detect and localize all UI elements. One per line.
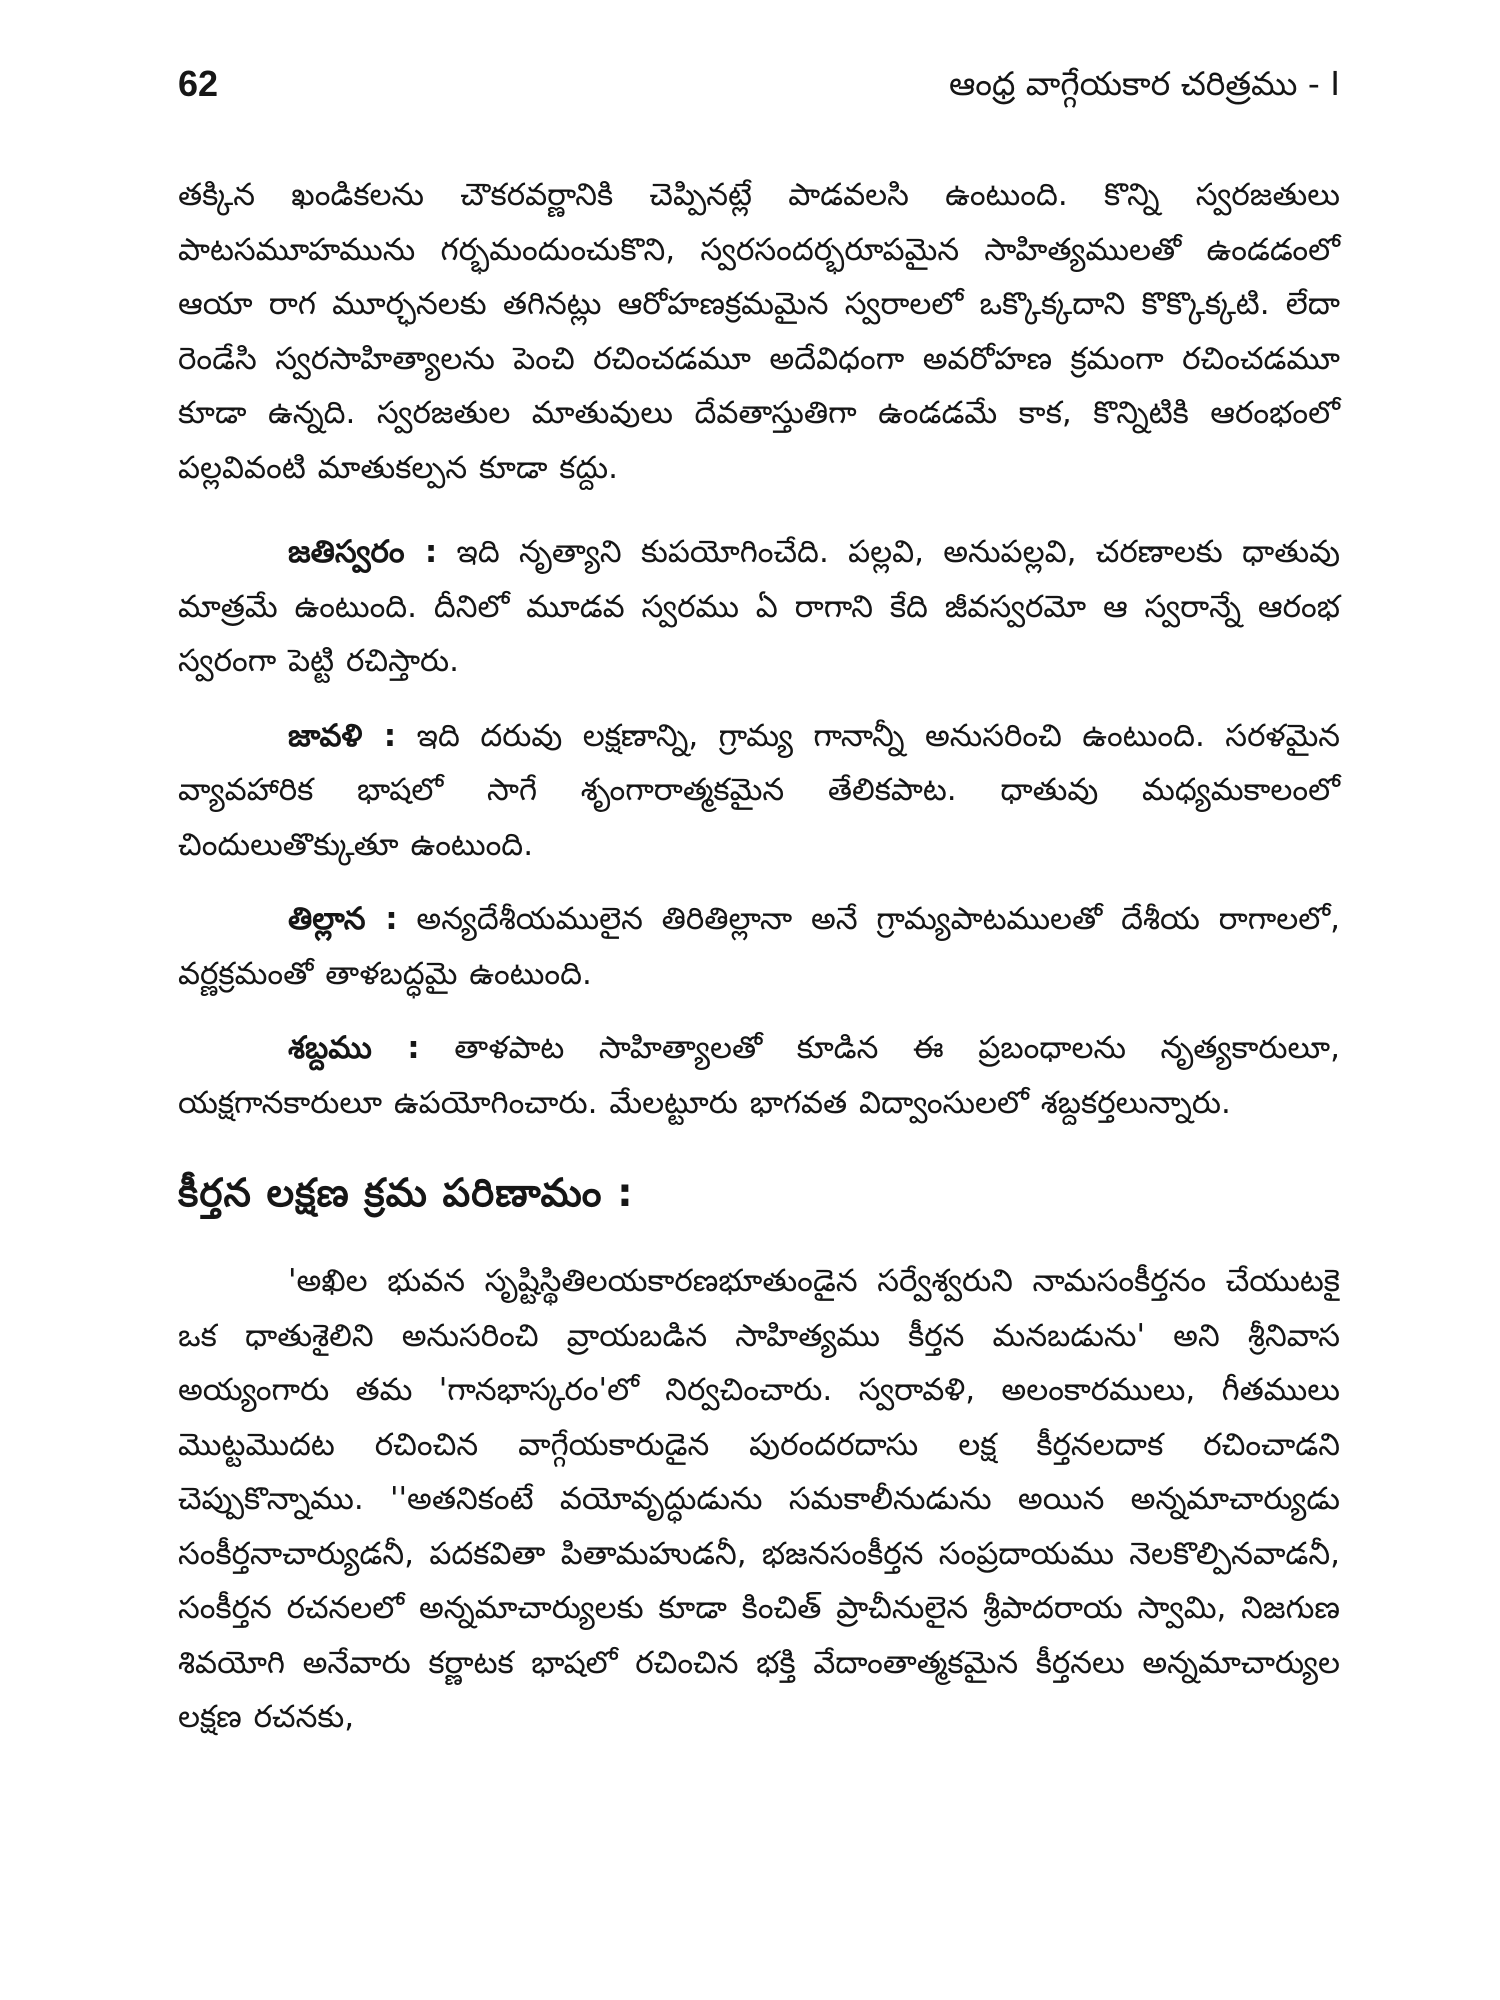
section-heading: కీర్తన లక్షణ క్రమ పరిణామం : (178, 1171, 634, 1216)
term-javali: జావళి : (288, 717, 397, 754)
paragraph-text: అన్యదేశీయములైన తిరితిల్లానా అనే గ్రామ్యపాటములతో దేశీయ రాగాలలో, వర్ణక్రమంతో తాళబద్ధమై ఉంటుంది. (178, 901, 1340, 992)
paragraph-svarajati-continuation (178, 168, 1340, 495)
running-head: ఆంధ్ర వాగ్గేయకార చరిత్రము - I (948, 64, 1340, 103)
paragraph-javali (178, 709, 1340, 873)
paragraph-text: ఇది నృత్యాని కుపయోగించేది. పల్లవి, అనుపల్లవి, చరణాలకు ధాతువు మాత్రమే ఉంటుంది. దీనిలో మూడవ స్వరము ఏ రాగాని కేది జీవస్వరమో ఆ స్వరాన్నే ఆరంభ స్వరంగా పెట్టి రచిస్తారు. (178, 534, 1341, 679)
paragraph-text: తాళపాట సాహిత్యాలతో కూడిన ఈ ప్రబంధాలను నృత్యకారులూ, యక్షగానకారులూ ఉపయోగించారు. మేలట్టూరు భాగవత విద్వాంసులలో శబ్దకర్తలున్నారు. (178, 1030, 1340, 1121)
term-shabdam: శబ్దము : (288, 1030, 420, 1066)
paragraph-text: 'అఖిల భువన సృష్టిస్థితిలయకారణభూతుండైన సర్వేశ్వరుని నామసంకీర్తనం చేయుటకై ఒక ధాతుశైలిని అనుసరించి వ్రాయబడిన సాహిత్యము కీర్తన మనబడును' అని శ్రీనివాస అయ్యంగారు తమ 'గానభాస్కరం'లో నిర్వచించారు. స్వరావళి, అలంకారములు, గీతములు మొట్టమొదట రచించిన వాగ్గేయకారుడైన పురందరదాసు లక్ష కీర్తనలదాక రచించాడని చెప్పుకొన్నాము. ''అతనికంటే వయోవృద్ధుడును సమకాలీనుడును అయిన అన్నమాచార్యుడు సంకీర్తనాచార్యుడనీ, పదకవితా పితామహుడనీ, భజనసంకీర్తన సంప్రదాయము నెలకొల్పినవాడనీ, సంకీర్తన రచనలలో అన్నమాచార్యులకు కూడా కించిత్ ప్రాచీనులైన శ్రీపాదరాయ స్వామి, నిజగుణ శివయోగి అనేవారు కర్ణాటక భాషలో రచించిన భక్తి వేదాంతాత్మకమైన కీర్తనలు అన్నమాచార్యుల లక్షణ రచనకు, (178, 1263, 1340, 1735)
page-header (178, 62, 1340, 118)
page-number: 62 (178, 63, 219, 104)
paragraph-shabdam (178, 1021, 1340, 1130)
paragraph-text: ఇది దరువు లక్షణాన్ని, గ్రామ్య గానాన్నీ అనుసరించి ఉంటుంది. సరళమైన వ్యావహారిక భాషలో సాగే శృంగారాత్మకమైన తేలికపాట. ధాతువు మధ్యమకాలంలో చిందులుతొక్కుతూ ఉంటుంది. (178, 717, 1341, 863)
paragraph-tillana (178, 892, 1340, 1001)
paragraph-jatisvaram (178, 525, 1340, 689)
paragraph-kirtana (178, 1254, 1340, 1745)
term-jatisvaram: జతిస్వరం : (288, 534, 438, 570)
paragraph-text: తక్కిన ఖండికలను చౌకరవర్ణానికి చెప్పినట్లే పాడవలసి ఉంటుంది. కొన్ని స్వరజతులు పాటసమూహమును గర్భమందుంచుకొని, స్వరసందర్భరూపమైన సాహిత్యములతో ఉండడంలో ఆయా రాగ మూర్ఛనలకు తగినట్లు ఆరోహణక్రమమైన స్వరాలలో ఒక్కొక్కదాని కొక్కొక్కటి. లేదా రెండేసి స్వరసాహిత్యాలను పెంచి రచించడమూ అదేవిధంగా అవరోహణ క్రమంగా రచించడమూ కూడా ఉన్నది. స్వరజతుల మాతువులు దేవతాస్తుతిగా ఉండడమే కాక, కొన్నిటికి ఆరంభంలో పల్లవివంటి మాతుకల్పన కూడా కద్దు. (178, 177, 1340, 486)
book-page (178, 62, 1340, 1962)
term-tillana: తిల్లాన : (288, 901, 398, 937)
